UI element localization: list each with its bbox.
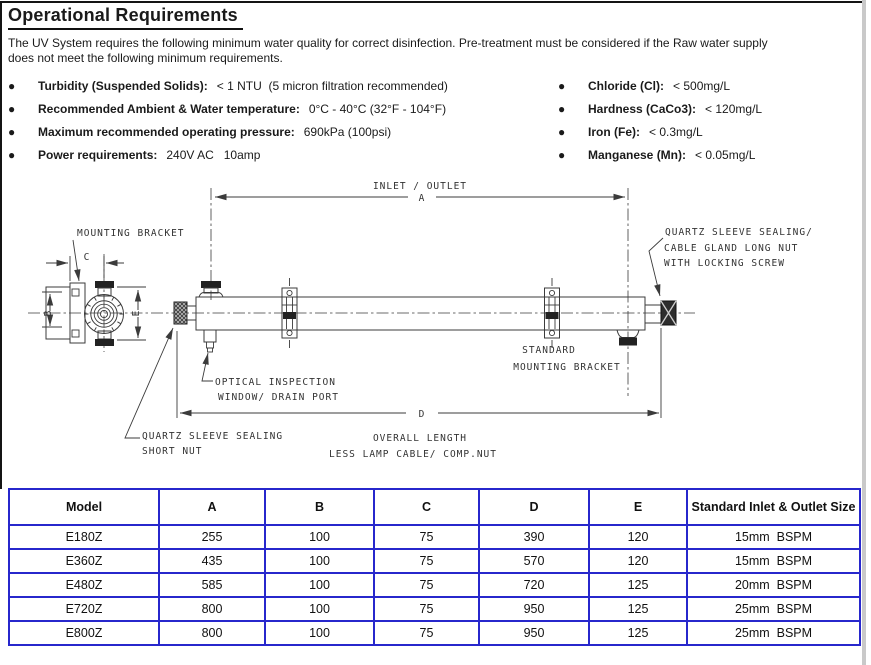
table-cell: E360Z	[9, 549, 159, 573]
bullet-icon: ●	[8, 101, 16, 116]
uv-chamber-side-view	[174, 281, 676, 352]
table-cell: 435	[159, 549, 265, 573]
quartz-short-nut	[174, 302, 187, 324]
bullet-icon: ●	[558, 101, 566, 116]
dimension-a	[215, 181, 625, 204]
table-cell: 800	[159, 597, 265, 621]
dim-e-letter: E	[131, 309, 142, 317]
requirements-right-column	[558, 74, 762, 166]
requirement-label: Hardness (CaCo3):	[588, 101, 697, 116]
table-cell: 950	[479, 597, 589, 621]
bullet-icon: ●	[8, 147, 16, 162]
quartz-long-nut-label-2: CABLE GLAND LONG NUT	[664, 243, 799, 254]
header-dim-c: C	[374, 489, 479, 525]
uv-unit-dimension-diagram	[0, 168, 871, 483]
dimension-b	[42, 292, 62, 327]
quartz-long-nut-label-3: WITH LOCKING SCREW	[664, 258, 785, 269]
mounting-bracket-right-on-tube	[545, 278, 560, 348]
table-row-e180z	[9, 525, 860, 549]
requirement-label: Power requirements:	[38, 147, 158, 162]
header-dim-a: A	[159, 489, 265, 525]
dim-a-letter: A	[418, 193, 426, 204]
header-dim-e: E	[589, 489, 687, 525]
intro-line-2: does not meet the following minimum requirements.	[8, 51, 283, 65]
table-cell: 25mm BSPM	[687, 621, 860, 645]
table-cell: 100	[265, 573, 374, 597]
table-row-e800z	[9, 621, 860, 645]
table-cell: 15mm BSPM	[687, 549, 860, 573]
cable-gland-long-nut	[661, 301, 676, 325]
requirement-chloride	[558, 74, 762, 97]
table-cell: 75	[374, 621, 479, 645]
quartz-long-nut-callout	[649, 227, 813, 296]
table-cell: 390	[479, 525, 589, 549]
end-view-bottom-port	[95, 339, 114, 346]
header-inlet-outlet-size: Standard Inlet & Outlet Size	[687, 489, 860, 525]
requirement-label: Iron (Fe):	[588, 124, 640, 139]
requirement-value: < 120mg/L	[705, 101, 763, 116]
table-row-e720z	[9, 597, 860, 621]
quartz-short-nut-label-2: SHORT NUT	[142, 446, 203, 457]
table-cell: E720Z	[9, 597, 159, 621]
dim-d-letter: D	[418, 409, 426, 420]
bullet-icon: ●	[8, 124, 16, 139]
requirement-label: Manganese (Mn):	[588, 147, 687, 162]
table-cell: 75	[374, 549, 479, 573]
mounting-bracket-label: MOUNTING BRACKET	[77, 228, 185, 239]
requirement-hardness	[558, 97, 762, 120]
requirement-iron	[558, 120, 762, 143]
table-cell: 75	[374, 525, 479, 549]
header-dim-b: B	[265, 489, 374, 525]
table-cell: 75	[374, 573, 479, 597]
table-cell: 950	[479, 621, 589, 645]
table-row-e360z	[9, 549, 860, 573]
table-cell: 25mm BSPM	[687, 597, 860, 621]
requirement-power	[8, 143, 448, 166]
requirement-value: < 500mg/L	[673, 78, 731, 93]
table-cell: E800Z	[9, 621, 159, 645]
table-header-row	[9, 489, 860, 525]
optical-inspection-callout	[202, 353, 339, 403]
intro-line-1: The UV System requires the following minimum water quality for correct disinfection. Pre-treatment must be considered if the Raw water supply	[8, 36, 768, 50]
requirement-label: Turbidity (Suspended Solids):	[38, 78, 208, 93]
bullet-icon: ●	[8, 78, 16, 93]
quartz-short-nut-label-1: QUARTZ SLEEVE SEALING	[142, 431, 284, 442]
requirement-value: < 0.05mg/L	[695, 147, 756, 162]
inlet-port-left	[201, 281, 221, 288]
end-view	[46, 281, 124, 346]
model-dimensions-table	[8, 488, 861, 646]
overall-length-label-2: LESS LAMP CABLE/ COMP.NUT	[329, 449, 497, 460]
table-cell: 75	[374, 597, 479, 621]
header-model: Model	[9, 489, 159, 525]
table-cell: E480Z	[9, 573, 159, 597]
end-view-top-port	[95, 281, 114, 288]
table-cell: 100	[265, 525, 374, 549]
requirement-manganese	[558, 143, 762, 166]
table-cell: 120	[589, 549, 687, 573]
table-cell: 255	[159, 525, 265, 549]
quartz-long-nut-label-1: QUARTZ SLEEVE SEALING/	[665, 227, 813, 238]
table-cell: 720	[479, 573, 589, 597]
table-cell: 800	[159, 621, 265, 645]
table-cell: E180Z	[9, 525, 159, 549]
table-cell: 585	[159, 573, 265, 597]
inlet-outlet-label: INLET / OUTLET	[372, 181, 468, 192]
requirement-turbidity	[8, 74, 448, 97]
standard-bracket-label-1: STANDARD	[522, 345, 576, 356]
bullet-icon: ●	[558, 78, 566, 93]
requirement-value: < 1 NTU (5 micron filtration recommended)	[216, 78, 448, 93]
overall-length-label-1: OVERALL LENGTH	[372, 433, 468, 444]
bullet-icon: ●	[558, 124, 566, 139]
requirement-temperature	[8, 97, 448, 120]
header-dim-d: D	[479, 489, 589, 525]
table-cell: 570	[479, 549, 589, 573]
optical-label-2: WINDOW/ DRAIN PORT	[218, 392, 339, 403]
mounting-bracket-left-on-tube	[282, 278, 297, 348]
requirement-pressure	[8, 120, 448, 143]
table-cell: 20mm BSPM	[687, 573, 860, 597]
dimension-c	[46, 252, 124, 281]
dim-c-letter: C	[83, 252, 91, 263]
table-cell: 125	[589, 573, 687, 597]
intro-paragraph	[8, 36, 768, 66]
standard-bracket-label-2: MOUNTING BRACKET	[513, 362, 621, 373]
table-cell: 15mm BSPM	[687, 525, 860, 549]
table-cell: 120	[589, 525, 687, 549]
table-cell: 125	[589, 621, 687, 645]
requirement-label: Recommended Ambient & Water temperature:	[38, 101, 300, 116]
table-cell: 100	[265, 597, 374, 621]
page-title: Operational Requirements	[8, 5, 243, 30]
page-top-border	[0, 1, 862, 3]
requirement-value: < 0.3mg/L	[649, 124, 703, 139]
dimension-e	[117, 287, 146, 340]
requirement-value: 240V AC 10amp	[166, 147, 261, 162]
table-cell: 100	[265, 621, 374, 645]
bullet-icon: ●	[558, 147, 566, 162]
chamber-tube	[196, 297, 645, 330]
requirement-label: Maximum recommended operating pressure:	[38, 124, 295, 139]
requirement-label: Chloride (Cl):	[588, 78, 664, 93]
optical-label-1: OPTICAL INSPECTION	[215, 377, 336, 388]
dim-b-letter: B	[43, 309, 54, 317]
table-cell: 125	[589, 597, 687, 621]
standard-bracket-callout	[513, 345, 621, 373]
drain-port	[204, 330, 216, 342]
table-cell: 100	[265, 549, 374, 573]
requirement-value: 690kPa (100psi)	[303, 124, 392, 139]
requirements-left-column	[8, 74, 448, 166]
table-row-e480z	[9, 573, 860, 597]
outlet-port-right	[619, 338, 637, 346]
requirement-value: 0°C - 40°C (32°F - 104°F)	[308, 101, 447, 116]
